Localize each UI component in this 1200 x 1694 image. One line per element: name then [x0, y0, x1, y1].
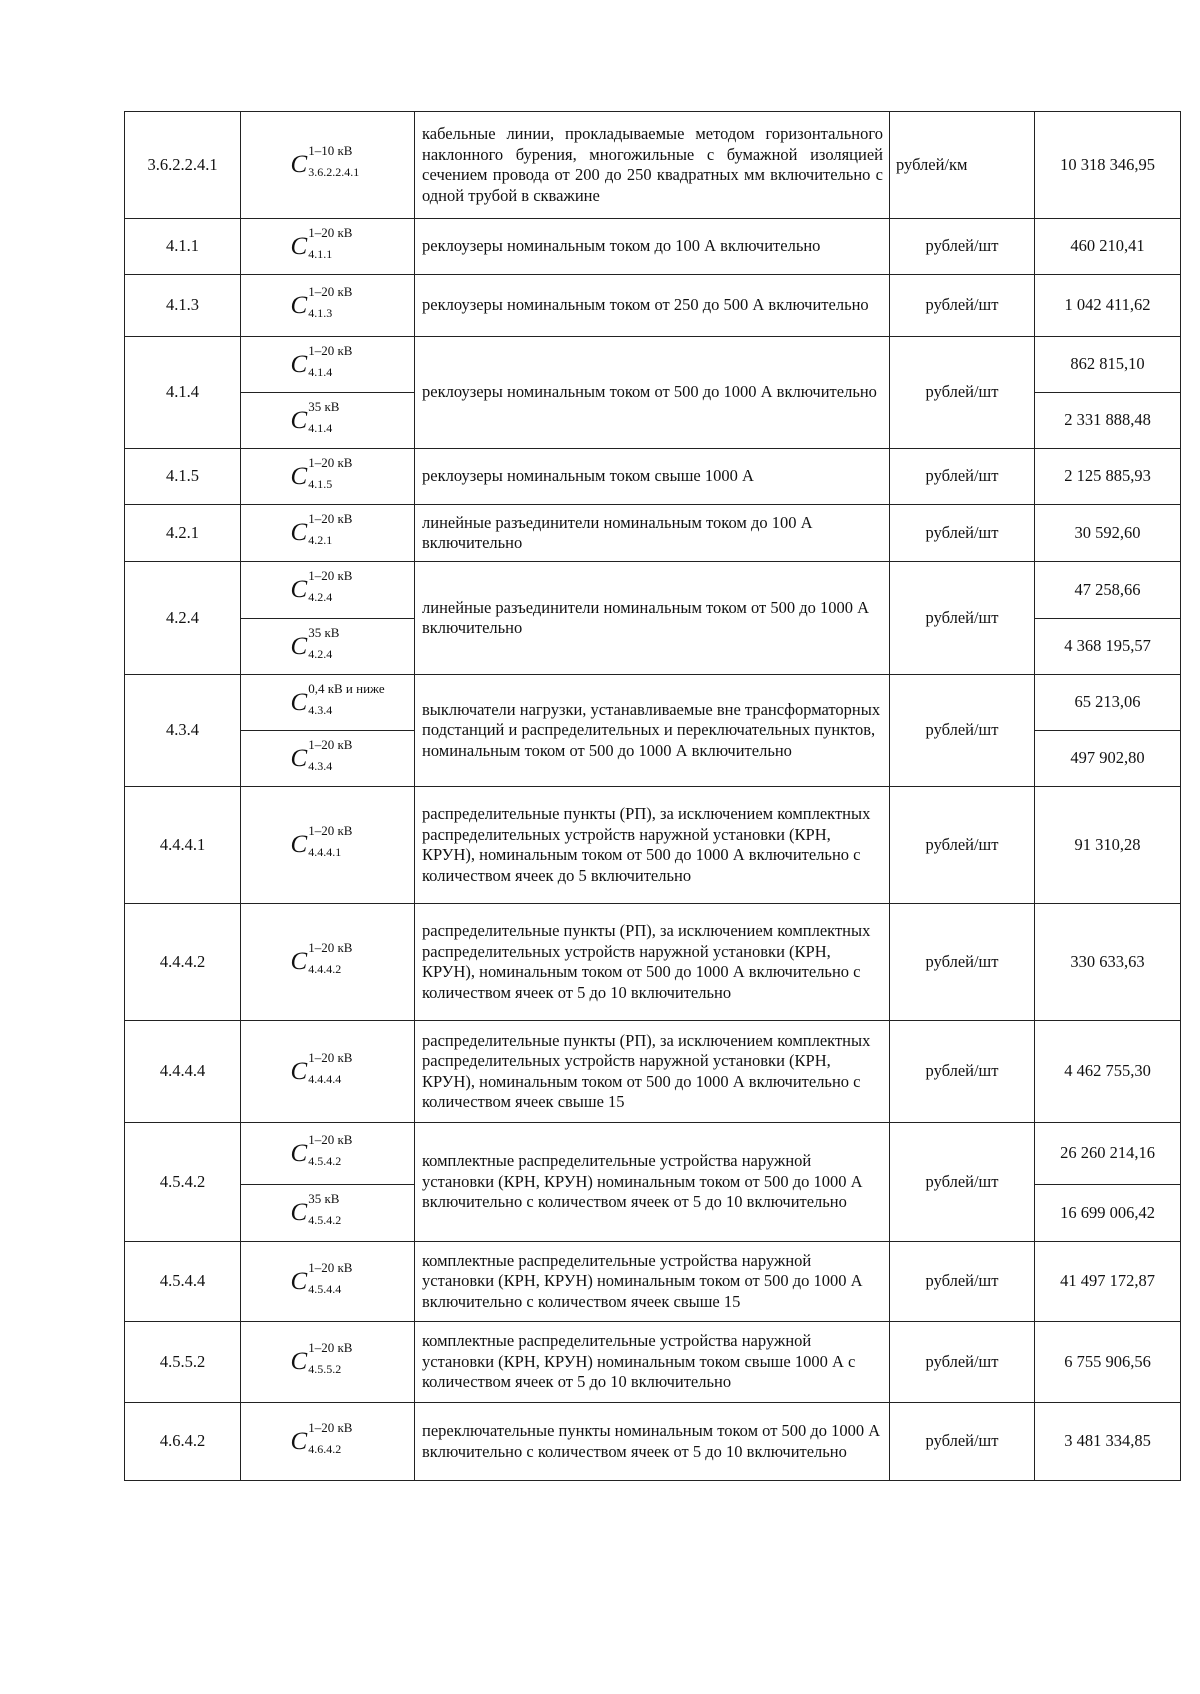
table-row: [125, 1322, 1181, 1403]
rate-code-cell: [241, 1242, 415, 1322]
item-number: 4.4.4.1: [125, 787, 241, 904]
rate-code-subscript: 4.2.4: [308, 646, 333, 661]
item-number: 4.4.4.4: [125, 1021, 241, 1123]
item-number: 4.4.4.2: [125, 904, 241, 1021]
table-row: [125, 675, 1181, 731]
rates-table: [124, 111, 1181, 1481]
rate-code-cell: [241, 787, 415, 904]
rate-symbol-letter: C 1–20 кВ 4.1.5: [290, 454, 353, 491]
voltage-class-superscript: 1–20 кВ: [308, 940, 353, 955]
rate-symbol-letter: C 35 кВ 4.1.4: [290, 398, 340, 435]
item-description: переключательные пункты номинальным током от 500 до 1000 А включительно с количеством ячеек от 5 до 10 включительно: [415, 1403, 890, 1481]
rate-value: 10 318 346,95: [1035, 112, 1181, 219]
rate-code-subscript: 4.4.4.4: [308, 1071, 342, 1086]
rate-value: 4 368 195,57: [1035, 619, 1181, 675]
item-description: реклоузеры номинальным током до 100 А включительно: [415, 219, 890, 275]
rate-symbol-letter: C 1–20 кВ 4.4.4.2: [290, 940, 353, 976]
unit-of-measure: рублей/шт: [890, 1242, 1035, 1322]
rate-code-subscript: 4.5.4.2: [308, 1213, 342, 1227]
voltage-class-superscript: 1–20 кВ: [308, 1259, 353, 1275]
rate-code-subscript: 4.2.1: [308, 533, 333, 547]
item-description: распределительные пункты (РП), за исключением комплектных распределительных устройств наружной установки (КРН, КРУН), номинальным током от 500 до 1000 А включительно с количеством ячеек свыше 15: [415, 1021, 890, 1123]
unit-of-measure: рублей/шт: [890, 505, 1035, 562]
rate-code-cell: [241, 1021, 415, 1123]
unit-of-measure: рублей/шт: [890, 787, 1035, 904]
table-row: [125, 1403, 1181, 1481]
rate-code-subscript: 4.4.4.1: [308, 845, 342, 859]
table-row: [125, 1021, 1181, 1123]
unit-of-measure: рублей/шт: [890, 904, 1035, 1021]
rate-value: 47 258,66: [1035, 562, 1181, 619]
rate-value: 862 815,10: [1035, 337, 1181, 393]
voltage-class-superscript: 1–20 кВ: [308, 1340, 353, 1355]
unit-of-measure: рублей/шт: [890, 275, 1035, 337]
rate-symbol-letter: C 35 кВ 4.5.4.2: [290, 1191, 342, 1227]
rate-symbol: [290, 342, 361, 384]
rate-code-cell: [241, 112, 415, 219]
rate-symbol-letter: C 1–20 кВ 4.2.4: [290, 568, 353, 604]
rate-value: 2 125 885,93: [1035, 449, 1181, 505]
rate-value: 4 462 755,30: [1035, 1021, 1181, 1123]
rate-symbol-letter: C 1–20 кВ 4.6.4.2: [290, 1419, 353, 1456]
voltage-class-superscript: 35 кВ: [308, 624, 340, 640]
rate-symbol: [290, 568, 361, 609]
item-description: реклоузеры номинальным током свыше 1000 А: [415, 449, 890, 505]
rate-value: 65 213,06: [1035, 675, 1181, 731]
item-description: комплектные распределительные устройства наружной установки (КРН, КРУН) номинальным током свыше 1000 А с количеством ячеек от 5 до 10 включительно: [415, 1322, 890, 1403]
unit-of-measure: рублей/шт: [890, 219, 1035, 275]
table-row: [125, 1123, 1181, 1185]
rate-code-subscript: 4.5.4.4: [308, 1281, 342, 1296]
table-row: [125, 275, 1181, 337]
voltage-class-superscript: 1–20 кВ: [308, 736, 353, 752]
rate-symbol: [290, 1049, 361, 1091]
rate-code-cell: [241, 505, 415, 562]
rate-code-subscript: 4.1.3: [308, 305, 333, 320]
rate-symbol: [290, 511, 361, 552]
item-description: комплектные распределительные устройства наружной установки (КРН, КРУН) номинальным током от 500 до 1000 А включительно с количеством ячеек от 5 до 10 включительно: [415, 1123, 890, 1242]
rate-symbol: [290, 940, 361, 981]
rate-symbol-letter: C 35 кВ 4.2.4: [290, 624, 340, 661]
unit-of-measure: рублей/шт: [890, 675, 1035, 787]
rate-symbol-letter: C 1–20 кВ 4.2.1: [290, 511, 353, 547]
voltage-class-superscript: 1–20 кВ: [308, 454, 353, 470]
rate-symbol: [290, 624, 361, 666]
table-row: [125, 337, 1181, 393]
table-row: [125, 505, 1181, 562]
rate-code-cell: [241, 1322, 415, 1403]
rate-symbol: [290, 224, 361, 266]
voltage-class-superscript: 1–20 кВ: [308, 342, 353, 358]
rate-code-cell: [241, 449, 415, 505]
voltage-class-superscript: 1–20 кВ: [308, 1131, 353, 1147]
rate-code-subscript: 4.3.4: [308, 702, 333, 717]
rate-code-subscript: 4.3.4: [308, 758, 333, 773]
voltage-class-superscript: 1–20 кВ: [308, 568, 353, 583]
rate-value: 3 481 334,85: [1035, 1403, 1181, 1481]
rate-symbol-letter: C 1–20 кВ 4.1.3: [290, 283, 353, 320]
item-number: 4.5.4.4: [125, 1242, 241, 1322]
unit-of-measure: рублей/шт: [890, 562, 1035, 675]
rate-code-subscript: 4.2.4: [308, 590, 333, 604]
rate-symbol: [290, 283, 361, 325]
rate-value: 30 592,60: [1035, 505, 1181, 562]
table-row: [125, 562, 1181, 619]
table-row: [125, 449, 1181, 505]
table-row: [125, 904, 1181, 1021]
rate-symbol: [290, 1191, 361, 1232]
voltage-class-superscript: 1–20 кВ: [308, 1049, 353, 1065]
rate-code-subscript: 4.6.4.2: [308, 1441, 342, 1456]
table-row: [125, 219, 1181, 275]
unit-of-measure: рублей/шт: [890, 449, 1035, 505]
rate-symbol-letter: C 0,4 кВ и ниже 4.3.4: [290, 680, 385, 717]
unit-of-measure: рублей/км: [890, 112, 1035, 219]
rate-symbol-letter: C 1–20 кВ 4.5.5.2: [290, 1340, 353, 1376]
rate-value: 460 210,41: [1035, 219, 1181, 275]
table-row: [125, 1242, 1181, 1322]
rate-code-subscript: 4.5.5.2: [308, 1362, 342, 1376]
rate-symbol: [290, 398, 361, 440]
voltage-class-superscript: 1–10 кВ: [308, 143, 353, 158]
rate-code-cell: [241, 904, 415, 1021]
rate-code-subscript: 3.6.2.2.4.1: [308, 165, 360, 179]
item-description: линейные разъединители номинальным током до 100 А включительно: [415, 505, 890, 562]
item-number: 4.1.4: [125, 337, 241, 449]
rate-code-subscript: 4.1.5: [308, 476, 333, 491]
item-number: 4.2.4: [125, 562, 241, 675]
rate-value: 41 497 172,87: [1035, 1242, 1181, 1322]
rate-code-cell: [241, 275, 415, 337]
rate-code-subscript: 4.4.4.2: [308, 962, 342, 976]
item-description: реклоузеры номинальным током от 500 до 1000 А включительно: [415, 337, 890, 449]
rate-symbol: [290, 1419, 361, 1461]
rates-table-body: [125, 112, 1181, 1481]
rate-value: 2 331 888,48: [1035, 393, 1181, 449]
rate-code-cell: [241, 337, 415, 393]
rate-symbol-letter: C 1–20 кВ 4.1.1: [290, 224, 353, 261]
rate-code-cell: [241, 393, 415, 449]
item-description: кабельные линии, прокладываемые методом горизонтального наклонного бурения, многожильные с бумажной изоляцией сечением провода от 200 до 250 квадратных мм включительно с одной трубой в скважине: [415, 112, 890, 219]
rate-symbol-letter: C 1–20 кВ 4.4.4.4: [290, 1049, 353, 1086]
rate-code-cell: [241, 1123, 415, 1185]
voltage-class-superscript: 1–20 кВ: [308, 224, 353, 240]
rate-value: 1 042 411,62: [1035, 275, 1181, 337]
voltage-class-superscript: 35 кВ: [308, 1191, 340, 1206]
item-number: 4.1.5: [125, 449, 241, 505]
item-number: 4.5.5.2: [125, 1322, 241, 1403]
rate-code-subscript: 4.1.4: [308, 420, 333, 435]
voltage-class-superscript: 35 кВ: [308, 398, 340, 414]
rate-code-cell: [241, 619, 415, 675]
rate-code-subscript: 4.1.1: [308, 246, 333, 261]
item-description: распределительные пункты (РП), за исключением комплектных распределительных устройств наружной установки (КРН, КРУН), номинальным током от 500 до 1000 А включительно с количеством ячеек от 5 до 10 включительно: [415, 904, 890, 1021]
voltage-class-superscript: 1–20 кВ: [308, 511, 353, 526]
rate-code-cell: [241, 219, 415, 275]
rate-value: 330 633,63: [1035, 904, 1181, 1021]
rate-symbol-letter: C 1–20 кВ 4.4.4.1: [290, 823, 353, 859]
rate-value: 16 699 006,42: [1035, 1185, 1181, 1242]
item-number: 4.5.4.2: [125, 1123, 241, 1242]
rate-symbol: [290, 1340, 361, 1381]
rate-symbol-letter: C 1–20 кВ 4.3.4: [290, 736, 353, 773]
unit-of-measure: рублей/шт: [890, 1322, 1035, 1403]
rate-symbol-letter: C 1–20 кВ 4.5.4.2: [290, 1131, 353, 1168]
unit-of-measure: рублей/шт: [890, 1403, 1035, 1481]
voltage-class-superscript: 1–20 кВ: [308, 823, 353, 838]
item-description: реклоузеры номинальным током от 250 до 500 А включительно: [415, 275, 890, 337]
item-number: 4.1.1: [125, 219, 241, 275]
rate-value: 497 902,80: [1035, 731, 1181, 787]
rate-code-cell: [241, 1403, 415, 1481]
rate-symbol: [290, 823, 361, 864]
item-description: линейные разъединители номинальным током от 500 до 1000 А включительно: [415, 562, 890, 675]
rate-symbol: [290, 454, 361, 496]
rate-symbol-letter: C 1–20 кВ 4.5.4.4: [290, 1259, 353, 1296]
rate-code-cell: [241, 731, 415, 787]
item-description: распределительные пункты (РП), за исключением комплектных распределительных устройств наружной установки (КРН, КРУН), номинальным током от 500 до 1000 А включительно с количеством ячеек до 5 включительно: [415, 787, 890, 904]
unit-of-measure: рублей/шт: [890, 1123, 1035, 1242]
item-number: 4.3.4: [125, 675, 241, 787]
table-row: [125, 112, 1181, 219]
rate-code-cell: [241, 675, 415, 731]
voltage-class-superscript: 1–20 кВ: [308, 1419, 353, 1435]
rate-code-cell: [241, 562, 415, 619]
item-description: выключатели нагрузки, устанавливаемые вне трансформаторных подстанций и распределительных и переключательных пунктов, номинальным током от 500 до 1000 А включительно: [415, 675, 890, 787]
item-number: 3.6.2.2.4.1: [125, 112, 241, 219]
rate-code-cell: [241, 1185, 415, 1242]
rate-value: 91 310,28: [1035, 787, 1181, 904]
rate-symbol: [290, 680, 385, 722]
item-number: 4.1.3: [125, 275, 241, 337]
rate-code-subscript: 4.1.4: [308, 364, 333, 379]
item-number: 4.2.1: [125, 505, 241, 562]
rate-symbol: [290, 1259, 361, 1301]
rate-symbol: [290, 736, 361, 778]
voltage-class-superscript: 0,4 кВ и ниже: [308, 680, 385, 696]
unit-of-measure: рублей/шт: [890, 337, 1035, 449]
rate-symbol-letter: C 1–20 кВ 4.1.4: [290, 342, 353, 379]
rate-value: 6 755 906,56: [1035, 1322, 1181, 1403]
item-number: 4.6.4.2: [125, 1403, 241, 1481]
table-row: [125, 787, 1181, 904]
rate-symbol: [290, 1131, 361, 1173]
rate-code-subscript: 4.5.4.2: [308, 1153, 342, 1168]
rate-symbol-letter: C 1–10 кВ 3.6.2.2.4.1: [290, 143, 360, 179]
rate-value: 26 260 214,16: [1035, 1123, 1181, 1185]
rate-symbol: [290, 143, 361, 184]
voltage-class-superscript: 1–20 кВ: [308, 283, 353, 299]
unit-of-measure: рублей/шт: [890, 1021, 1035, 1123]
item-description: комплектные распределительные устройства наружной установки (КРН, КРУН) номинальным током от 500 до 1000 А включительно с количеством ячеек свыше 15: [415, 1242, 890, 1322]
